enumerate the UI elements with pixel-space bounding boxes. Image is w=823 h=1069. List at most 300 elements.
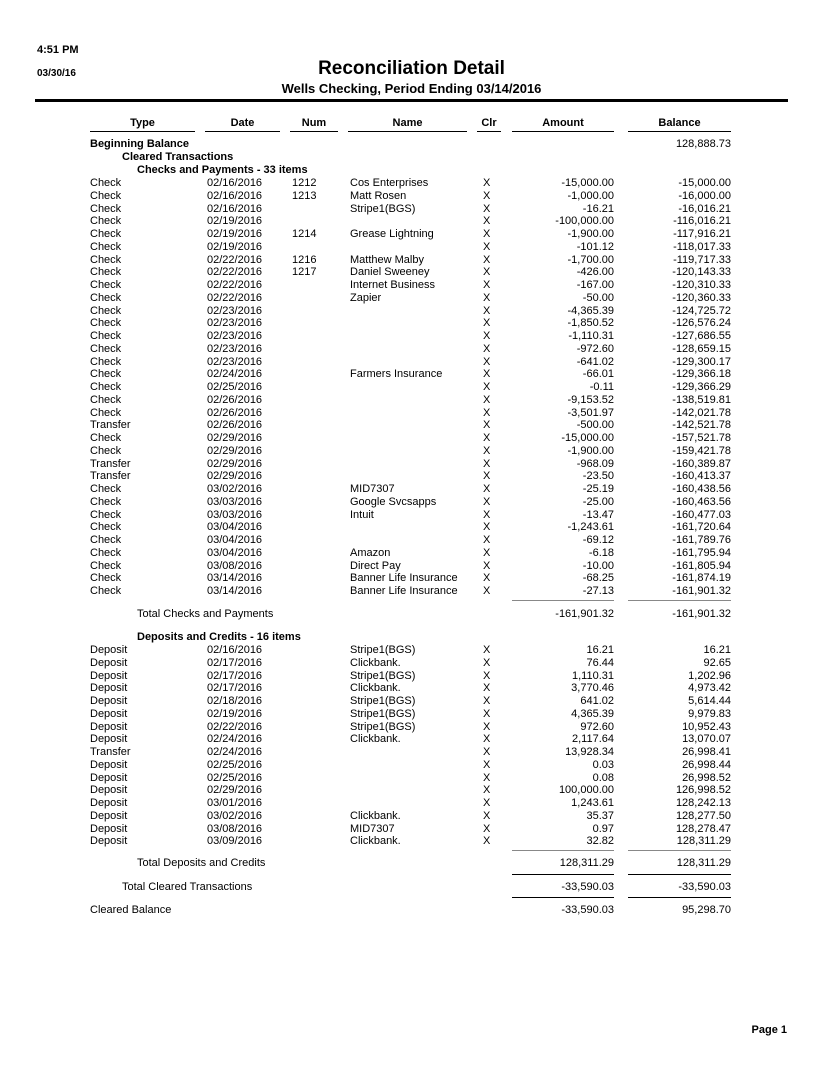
cell-date: 02/19/2016 [207,240,263,253]
cell-date: 03/02/2016 [207,809,263,822]
header-rule [35,99,788,102]
column-header-date: Date [230,117,255,129]
cell-name: Stripe1(BGS) [350,707,416,720]
cell-type: Check [90,279,122,291]
cell-amount: 13,928.34 [565,746,614,758]
cell-name: Clickbank. [350,682,401,695]
cell-date: 02/29/2016 [207,784,263,797]
cell-date: 03/04/2016 [207,546,263,559]
cell-clr: X [483,406,491,419]
cell-num: 1217 [292,266,317,279]
cell-type: Check [90,585,122,597]
cell-clr: X [483,291,491,304]
cell-name: Cos Enterprises [350,177,429,189]
cell-amount: -27.13 [582,585,614,597]
cell-amount: -15,000.00 [561,432,614,444]
cell-amount: 0.08 [592,771,614,784]
total-checks-label: Total Checks and Payments [137,608,274,620]
cell-date: 02/25/2016 [207,381,263,393]
cell-name: Intuit [350,508,374,521]
cell-name: Daniel Sweeney [350,266,430,279]
cell-clr: X [483,457,491,470]
cell-name: Stripe1(BGS) [350,720,416,733]
cell-num: 1216 [292,253,317,266]
column-header-name: Name [392,117,423,129]
cell-amount: -100,000.00 [555,215,614,228]
cell-date: 02/29/2016 [207,470,263,483]
cell-date: 02/16/2016 [207,202,263,215]
cell-clr: X [483,508,491,521]
cell-balance: -161,795.94 [672,546,731,559]
cell-date: 02/24/2016 [207,368,263,381]
cell-type: Deposit [90,822,128,835]
cell-date: 02/17/2016 [207,669,263,682]
cell-type: Deposit [90,720,128,733]
cell-date: 02/16/2016 [207,644,263,656]
cell-date: 02/18/2016 [207,695,263,707]
cell-type: Deposit [90,771,128,784]
cell-clr: X [483,695,491,707]
cell-clr: X [483,266,491,279]
cell-type: Check [90,483,122,495]
cell-type: Check [90,432,122,444]
cell-num: 1213 [292,189,317,202]
cell-clr: X [483,669,491,682]
cell-date: 03/04/2016 [207,534,263,546]
cell-date: 03/03/2016 [207,495,263,508]
cell-name: Internet Business [350,279,435,291]
cell-balance: 128,311.29 [676,835,731,848]
cell-amount: -972.60 [576,342,614,355]
cell-amount: 0.97 [592,822,614,835]
cell-num: 1212 [292,177,317,189]
cell-balance: 1,202.96 [688,669,731,682]
subtotal-rule [628,600,731,601]
cell-type: Deposit [90,784,128,797]
cell-amount: -66.01 [582,368,614,381]
cell-type: Check [90,317,122,330]
report-subtitle: Wells Checking, Period Ending 03/14/2016 [281,81,542,96]
cell-type: Check [90,215,122,228]
cell-name: Google Svcsapps [350,495,437,508]
cell-date: 03/01/2016 [207,797,263,809]
cell-clr: X [483,202,491,215]
cell-date: 03/14/2016 [207,572,263,585]
cell-name: Amazon [350,546,391,559]
cell-type: Check [90,355,122,368]
cell-type: Check [90,393,122,406]
cell-amount: -1,850.52 [567,317,614,330]
cell-amount: 1,243.61 [571,797,614,809]
cell-name: Stripe1(BGS) [350,669,416,682]
cell-type: Check [90,559,122,572]
cell-balance: -119,717.33 [673,253,731,266]
cell-amount: -13.47 [582,508,614,521]
cell-clr: X [483,720,491,733]
cell-date: 02/19/2016 [207,228,263,240]
cell-amount: 1,110.31 [571,669,614,682]
cell-amount: 0.03 [592,758,614,771]
cell-amount: -50.00 [582,291,614,304]
cell-balance: -117,916.21 [673,228,731,240]
cell-date: 02/17/2016 [207,656,263,669]
cell-date: 02/16/2016 [207,177,263,189]
cell-name: Direct Pay [350,559,401,572]
cell-type: Deposit [90,758,128,771]
cell-type: Deposit [90,797,128,809]
cell-type: Check [90,253,122,266]
cell-clr: X [483,746,491,758]
cell-balance: -161,874.19 [672,572,731,585]
cell-amount: -68.25 [582,572,614,585]
cell-type: Check [90,572,122,585]
cell-date: 03/04/2016 [207,521,263,534]
column-header-balance: Balance [658,117,701,129]
total-cleared-label: Total Cleared Transactions [122,881,253,893]
cell-date: 02/25/2016 [207,758,263,771]
cell-type: Check [90,304,122,317]
cell-clr: X [483,432,491,444]
cleared-balance-value: 95,298.70 [682,904,731,916]
cell-date: 02/23/2016 [207,317,263,330]
cell-clr: X [483,771,491,784]
beginning-balance-label: Beginning Balance [90,138,190,150]
cell-balance: 128,277.50 [675,809,731,822]
cell-date: 03/03/2016 [207,508,263,521]
cell-balance: -161,720.64 [672,521,731,534]
cell-type: Check [90,342,122,355]
cell-clr: X [483,355,491,368]
cell-balance: -15,000.00 [678,177,731,189]
cell-date: 02/29/2016 [207,444,263,457]
cell-clr: X [483,304,491,317]
cell-date: 02/22/2016 [207,253,263,266]
cell-date: 03/08/2016 [207,822,263,835]
cell-name: MID7307 [350,822,395,835]
cell-clr: X [483,733,491,746]
cell-clr: X [483,240,491,253]
cell-type: Check [90,330,122,342]
cell-clr: X [483,330,491,342]
total-rule [628,897,731,898]
cleared-balance-label: Cleared Balance [90,904,172,916]
cell-clr: X [483,707,491,720]
cell-clr: X [483,822,491,835]
subtotal-rule [512,850,614,851]
cell-balance: -129,366.18 [672,368,731,381]
cell-amount: -10.00 [582,559,614,572]
cell-clr: X [483,585,491,597]
beginning-balance-value: 128,888.73 [675,138,731,150]
cell-name: Clickbank. [350,835,401,848]
cell-balance: -129,366.29 [672,381,731,393]
total-deposits-amount: 128,311.29 [559,857,614,869]
cell-clr: X [483,758,491,771]
cell-amount: 2,117.64 [571,733,614,746]
cell-clr: X [483,470,491,483]
cell-date: 02/23/2016 [207,342,263,355]
cell-name: Clickbank. [350,809,401,822]
cell-name: Clickbank. [350,733,401,746]
cell-clr: X [483,253,491,266]
cell-balance: 26,998.41 [682,746,731,758]
cell-clr: X [483,279,491,291]
cell-clr: X [483,419,491,432]
cell-balance: 128,278.47 [675,822,731,835]
cell-balance: -161,901.32 [672,585,731,597]
cell-amount: -968.09 [576,457,614,470]
cell-name: MID7307 [350,483,395,495]
cell-type: Check [90,291,122,304]
cell-amount: -1,110.31 [568,330,614,342]
cell-type: Transfer [90,419,131,432]
cell-type: Deposit [90,835,128,848]
cell-name: Farmers Insurance [350,368,443,381]
cell-clr: X [483,495,491,508]
total-cleared-balance: -33,590.03 [678,881,731,893]
cell-balance: -161,805.94 [672,559,731,572]
cell-type: Check [90,444,122,457]
cell-balance: -157,521.78 [672,432,731,444]
cell-type: Check [90,381,122,393]
cell-clr: X [483,393,491,406]
cell-name: Stripe1(BGS) [350,202,416,215]
cell-clr: X [483,572,491,585]
cell-type: Deposit [90,695,128,707]
page-number: Page 1 [751,1024,787,1036]
cell-type: Transfer [90,746,131,758]
cell-amount: -101.12 [576,240,614,253]
cell-clr: X [483,228,491,240]
column-header-num: Num [301,117,327,129]
header-underline [348,131,467,132]
cell-balance: 9,979.83 [688,707,731,720]
cell-balance: -160,389.87 [672,457,731,470]
header-underline [512,131,614,132]
cell-clr: X [483,835,491,848]
cell-amount: -25.19 [582,483,614,495]
cell-date: 02/22/2016 [207,291,263,304]
cell-clr: X [483,521,491,534]
cell-balance: 126,998.52 [675,784,731,797]
cell-date: 03/08/2016 [207,559,263,572]
cell-amount: -1,243.61 [567,521,614,534]
cell-amount: 35.37 [586,809,614,822]
column-header-type: Type [130,117,155,129]
cell-balance: -160,413.37 [672,470,731,483]
cell-clr: X [483,784,491,797]
cell-amount: -1,700.00 [567,253,614,266]
total-checks-amount: -161,901.32 [555,608,614,620]
cell-balance: 5,614.44 [688,695,731,707]
cell-date: 03/14/2016 [207,585,263,597]
cell-type: Check [90,495,122,508]
cell-type: Check [90,521,122,534]
cell-amount: -1,000.00 [567,189,614,202]
cell-name: Stripe1(BGS) [350,644,416,656]
cell-date: 02/24/2016 [207,733,263,746]
subtotal-rule [512,874,614,875]
cell-amount: 16.21 [586,644,614,656]
header-underline [290,131,338,132]
cell-date: 02/29/2016 [207,457,263,470]
cell-date: 02/26/2016 [207,419,263,432]
cell-amount: -167.00 [576,279,614,291]
cell-type: Check [90,202,122,215]
cleared-balance-amount: -33,590.03 [561,904,614,916]
cell-type: Check [90,266,122,279]
cell-clr: X [483,317,491,330]
cell-type: Check [90,368,122,381]
cell-name: Stripe1(BGS) [350,695,416,707]
cell-date: 02/23/2016 [207,330,263,342]
cell-balance: -129,300.17 [672,355,731,368]
cell-date: 02/19/2016 [207,215,263,228]
cell-date: 03/02/2016 [207,483,263,495]
cell-balance: 26,998.52 [682,771,731,784]
cell-amount: 100,000.00 [558,784,614,797]
cell-type: Deposit [90,669,128,682]
total-rule [512,897,614,898]
cell-date: 02/22/2016 [207,279,263,291]
cell-balance: -160,477.03 [672,508,731,521]
cell-balance: 4,973.42 [688,682,731,695]
cell-name: Zapier [350,291,382,304]
cell-amount: -23.50 [582,470,614,483]
cell-clr: X [483,215,491,228]
cell-type: Deposit [90,707,128,720]
cell-amount: 3,770.46 [571,682,614,695]
cell-amount: -4,365.39 [567,304,614,317]
cell-amount: -426.00 [576,266,614,279]
cell-type: Check [90,406,122,419]
cell-clr: X [483,797,491,809]
deposits-heading: Deposits and Credits - 16 items [137,631,301,643]
cell-type: Check [90,534,122,546]
cell-name: Banner Life Insurance [350,572,458,585]
print-date: 03/30/16 [37,68,76,79]
cell-balance: -16,016.21 [678,202,731,215]
cell-type: Deposit [90,733,128,746]
cell-balance: 92.65 [703,656,731,669]
cell-balance: -142,021.78 [672,406,731,419]
cell-amount: -1,900.00 [567,228,614,240]
cell-amount: -69.12 [582,534,614,546]
checks-heading: Checks and Payments - 33 items [137,164,308,176]
cell-clr: X [483,644,491,656]
cell-type: Deposit [90,809,128,822]
cell-balance: -126,576.24 [672,317,731,330]
cell-date: 02/25/2016 [207,771,263,784]
header-underline [205,131,280,132]
cell-amount: -3,501.97 [567,406,614,419]
cell-type: Deposit [90,656,128,669]
cell-clr: X [483,546,491,559]
header-underline [628,131,731,132]
cell-balance: 10,952.43 [682,720,731,733]
cell-date: 02/16/2016 [207,189,263,202]
cell-date: 02/23/2016 [207,355,263,368]
cell-type: Check [90,508,122,521]
cell-amount: -16.21 [582,202,614,215]
total-checks-balance: -161,901.32 [672,608,731,620]
cell-balance: -128,659.15 [672,342,731,355]
cell-amount: -641.02 [576,355,614,368]
cell-clr: X [483,381,491,393]
cell-clr: X [483,368,491,381]
cell-balance: 26,998.44 [682,758,731,771]
cell-balance: 13,070.07 [682,733,731,746]
cell-amount: -9,153.52 [567,393,614,406]
report-title: Reconciliation Detail [318,58,505,79]
header-underline [90,131,195,132]
cell-date: 02/23/2016 [207,304,263,317]
cell-clr: X [483,559,491,572]
cell-balance: -118,017.33 [673,240,731,253]
cell-date: 02/22/2016 [207,720,263,733]
cell-amount: -25.00 [582,495,614,508]
cell-clr: X [483,534,491,546]
cell-date: 02/29/2016 [207,432,263,444]
cell-name: Matt Rosen [350,189,407,202]
cell-name: Clickbank. [350,656,401,669]
cell-amount: 76.44 [586,656,614,669]
cell-clr: X [483,189,491,202]
cell-clr: X [483,342,491,355]
cell-amount: -0.11 [589,381,614,393]
cell-balance: -160,438.56 [672,483,731,495]
cell-amount: -15,000.00 [561,177,614,189]
cell-balance: -138,519.81 [672,393,731,406]
cell-type: Transfer [90,457,131,470]
cell-date: 02/17/2016 [207,682,263,695]
cell-balance: -120,310.33 [672,279,731,291]
cell-type: Transfer [90,470,131,483]
cell-amount: 972.60 [580,720,614,733]
cell-name: Matthew Malby [350,253,424,266]
column-header-clr: Clr [481,117,497,129]
cell-type: Check [90,240,122,253]
column-header-amount: Amount [542,117,584,129]
header-underline [477,131,501,132]
cell-type: Check [90,546,122,559]
cell-type: Check [90,189,122,202]
cell-balance: -161,789.76 [672,534,731,546]
cell-balance: -120,360.33 [672,291,731,304]
subtotal-rule [628,874,731,875]
cell-date: 02/22/2016 [207,266,263,279]
subtotal-rule [628,850,731,851]
cell-clr: X [483,444,491,457]
cell-balance: 128,242.13 [675,797,731,809]
cell-date: 02/26/2016 [207,393,263,406]
cell-balance: 16.21 [703,644,731,656]
cell-amount: -6.18 [588,546,614,559]
cell-balance: -120,143.33 [672,266,731,279]
cell-balance: -160,463.56 [672,495,731,508]
total-cleared-amount: -33,590.03 [561,881,614,893]
total-deposits-balance: 128,311.29 [676,857,731,869]
cell-date: 03/09/2016 [207,835,263,848]
total-deposits-label: Total Deposits and Credits [137,857,266,869]
cell-amount: 641.02 [580,695,614,707]
cell-amount: -1,900.00 [567,444,614,457]
cell-balance: -116,016.21 [673,215,731,228]
cell-amount: 32.82 [586,835,614,848]
cell-name: Grease Lightning [350,228,434,240]
subtotal-rule [512,600,614,601]
cell-type: Deposit [90,644,128,656]
